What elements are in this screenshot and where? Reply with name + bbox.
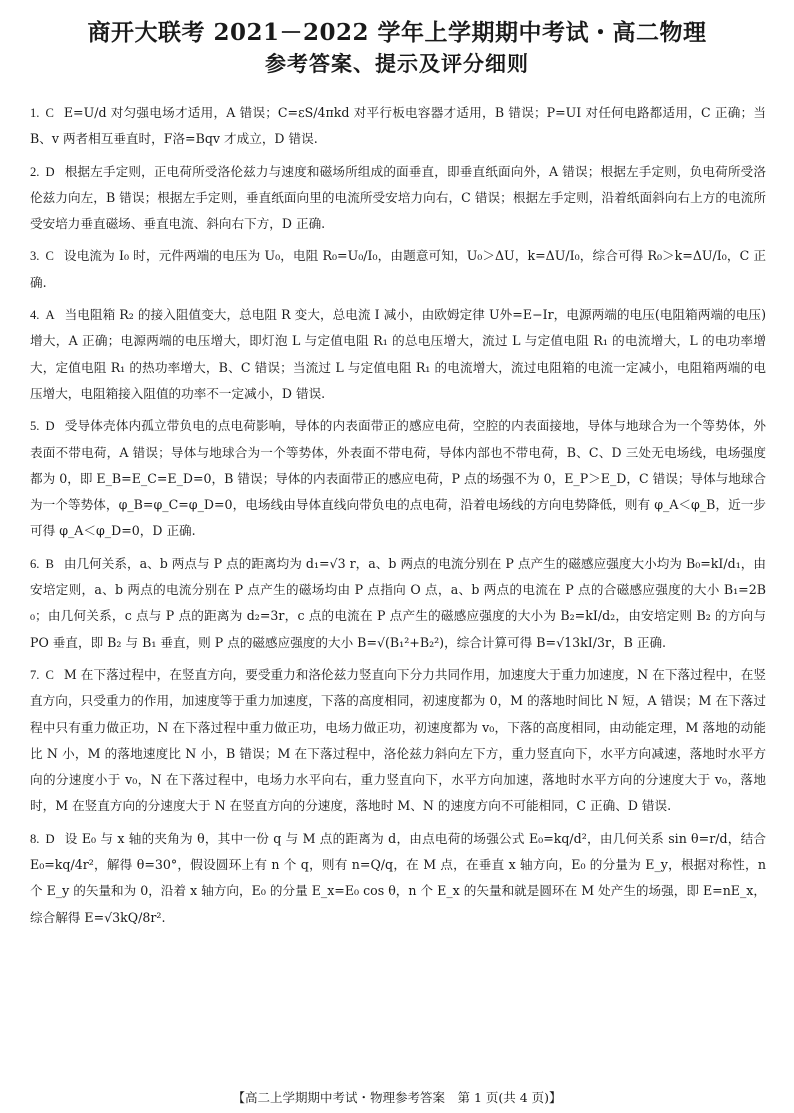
answer-explanation: 由几何关系，a、b 两点与 P 点的距离均为 d₁=√3 r，a、b 两点的电流分别在 P 点产生的磁感应强度大小均为 B₀=kI/d₁，由安培定则，a、b 两点的电流分别在 P 点产生的磁场均由 P 点指向 O 点，a、b 两点的电流在 P 点的合磁感应强度的大小 B₁=2B₀；由几何关系，c 点与 P 点的距离为 d₂=3r，c 点的电流在 P 点产生的磁感应强度的大小为 B₂=kI/d₂，由安培定则 B₂ 的方向与 PO 垂直，即 B₂ 与 B₁ 垂直，则 P 点的磁感应强度的大小 B=√(B₁²+B₂²)，综合计算可得 B=√13kI/3r，B 正确. — [30, 555, 766, 650]
question-number: 5. — [30, 419, 40, 434]
question-number: 6. — [30, 556, 40, 571]
answer-list — [30, 100, 766, 937]
question-number: 1. — [30, 106, 40, 120]
answer-item-3 — [30, 243, 766, 296]
question-number: 7. — [30, 667, 40, 682]
answer-choice: C — [45, 106, 54, 120]
question-number: 4. — [30, 308, 40, 323]
answer-explanation: 受导体壳体内孤立带负电的点电荷影响，导体的内表面带正的感应电荷，空腔的内表面接地，导体与地球合为一个等势体，外表面不带电荷，A 错误；导体与地球合为一个等势体，外表面不带电荷，导体内部也不带电荷，B、C、D 三处无电场线，电场强度都为 0，即 E_B=E_C=E_D=0，B 错误；导体的内表面带正的感应电荷，P 点的场强不为 0，E_P＞E_D，C 错误；导体与地球合为一个等势体，φ_B=φ_C=φ_D=0，电场线由导体直线向带负电的点电荷，沿着电场线的方向电势降低，则有 φ_A＜φ_B，近一步可得 φ_A＜φ_D=0，D 正确. — [30, 418, 766, 539]
question-number: 8. — [30, 831, 40, 846]
page-subtitle: 参考答案、提示及评分细则 — [265, 51, 529, 76]
answer-explanation: E=U/d 对匀强电场才适用，A 错误；C=εS/4πkd 对平行板电容器才适用，B 错误；P=UI 对任何电路都适用，C 正确；当 B、v 两者相互垂直时，F洛=Bqv 才成立，D 错误. — [30, 105, 766, 147]
answer-item-4 — [30, 302, 766, 407]
answer-item-1 — [30, 100, 766, 153]
answer-item-2 — [30, 159, 766, 238]
answer-explanation: 设电流为 I₀ 时，元件两端的电压为 U₀，电阻 R₀=U₀/I₀，由题意可知，U₀＞ΔU，k=ΔU/I₀，综合可得 R₀＞k=ΔU/I₀，C 正确. — [30, 248, 766, 290]
page-title: 商开大联考 2021－2022 学年上学期期中考试・高二物理 — [87, 19, 707, 46]
answer-choice: D — [45, 164, 55, 179]
answer-choice: B — [45, 556, 54, 571]
answer-item-6 — [30, 551, 766, 656]
question-number: 2. — [30, 164, 40, 179]
answer-explanation: 当电阻箱 R₂ 的接入阻值变大，总电阻 R 变大，总电流 I 减小，由欧姆定律 U外=E−Ir，电源两端的电压(电阻箱两端的电压)增大，A 正确；电源两端的电压增大，即灯泡 L 与定值电阻 R₁ 的总电压增大，流过 L 与定值电阻 R₁ 的电流增大，L 的电功率增大，定值电阻 R₁ 的热功率增大，B、C 错误；当流过 L 与定值电阻 R₁ 的电流增大，流过电阻箱的电流一定减小，电阻箱两端的电压增大，电阻箱接入阻值的功率不一定减小，D 错误. — [30, 307, 766, 401]
answer-choice: C — [45, 249, 54, 264]
answer-explanation: 根据左手定则，正电荷所受洛伦兹力与速度和磁场所组成的面垂直，即垂直纸面向外，A 错误；根据左手定则，负电荷所受洛伦兹力向左，B 错误；根据左手定则，垂直纸面向里的电流所受安培力向右，C 错误；根据左手定则，沿着纸面斜向右上方的电流所受安培力垂直磁场、垂直电流、斜向右下方，D 正确. — [30, 163, 766, 232]
answer-item-5 — [30, 413, 766, 544]
answer-choice: C — [45, 667, 54, 682]
question-number: 3. — [30, 249, 40, 264]
answer-choice: A — [45, 308, 55, 323]
answer-explanation: M 在下落过程中，在竖直方向，要受重力和洛伦兹力竖直向下分力共同作用，加速度大于重力加速度，N 在下落过程中，在竖直方向，只受重力的作用，加速度等于重力加速度，下落的高度相同，初速度都为 0，M 的落地时间比 N 短，A 错误；M 在下落过程中只有重力做正功，N 在下落过程中重力做正功，电场力做正功，初速度都为 v₀，下落的高度相同，由动能定理，M 落地的动能比 N 小，M 的落地速度比 N 小，B 错误；M 在下落过程中，洛伦兹力斜向左下方，重力竖直向下，水平方向减速，落地时水平方向的分速度小于 v₀，N 在下落过程中，电场力水平向右，重力竖直向下，水平方向加速，落地时水平方向的分速度大于 v₀，落地时，M 在竖直方向的分速度大于 N 在竖直方向的分速度，落地时 M、N 的速度方向不可能相同，C 正确、D 错误. — [30, 666, 766, 814]
answer-choice: D — [45, 419, 55, 434]
answer-choice: D — [45, 831, 55, 846]
answer-item-7 — [30, 662, 766, 820]
answer-explanation: 设 E₀ 与 x 轴的夹角为 θ，其中一份 q 与 M 点的距离为 d，由点电荷的场强公式 E₀=kq/d²，由几何关系 sin θ=r/d，结合 E₀=kq/4r²，解得 θ=30°，假设圆环上有 n 个 q，则有 n=Q/q，在 M 点，在垂直 x 轴方向，E₀ 的分量为 E_y，根据对称性，n 个 E_y 的矢量和为 0，沿着 x 轴方向，E₀ 的分量 E_x=E₀ cos θ，n 个 E_x 的矢量和就是圆环在 M 处产生的场强，即 E=nE_x，综合解得 E=√3kQ/8r². — [30, 830, 766, 925]
answer-item-8 — [30, 826, 766, 931]
page-footer: 【高二上学期期中考试・物理参考答案 第 1 页(共 4 页)】 — [232, 1090, 562, 1105]
